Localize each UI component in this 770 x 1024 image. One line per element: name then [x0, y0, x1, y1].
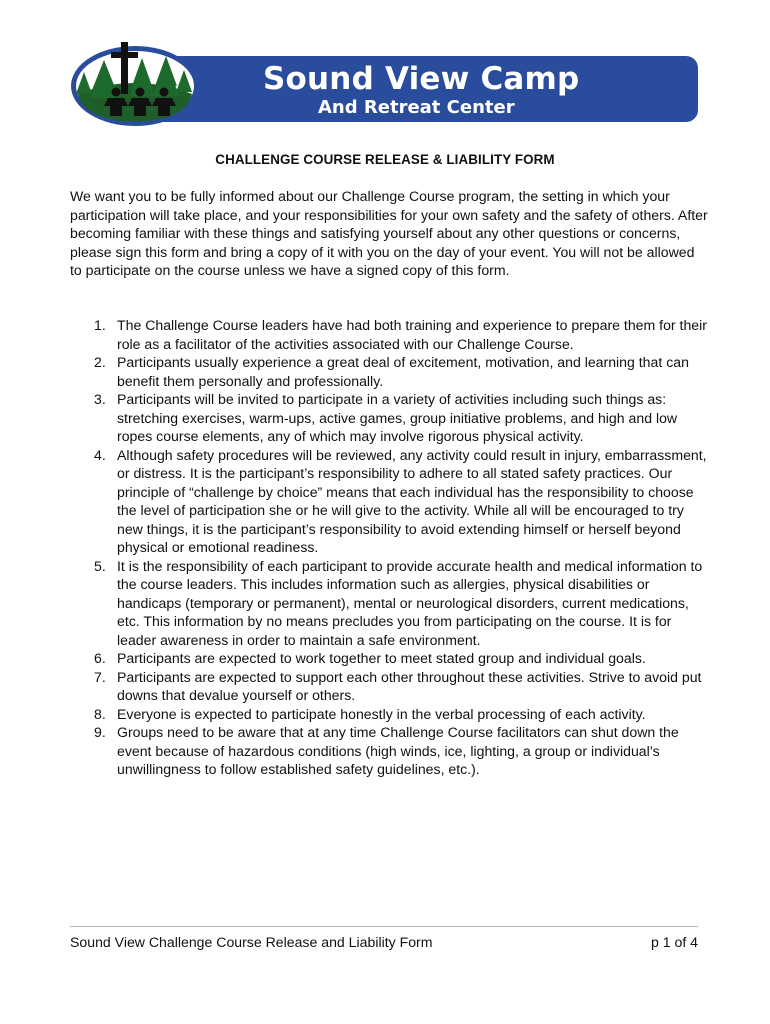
list-item	[70, 446, 710, 557]
list-item	[70, 668, 710, 705]
list-item-text: Participants will be invited to participate in a variety of activities including such things as: stretching exercises, warm-ups, active games, group initiative problems, and high and low ropes course elements, any of which may involve rigorous physical activity.	[117, 391, 678, 444]
list-item-text: Participants are expected to support each other throughout these activities. Strive to avoid put downs that devalue yourself or others.	[117, 668, 702, 703]
list-item-number: 6.	[94, 650, 106, 666]
intro-paragraph: We want you to be fully informed about our Challenge Course program, the setting in which your participation will take place, and your responsibilities for your own safety and the safety of others. After becoming familiar with these things and satisfying yourself about any other questions or concerns, please sign this form and bring a copy of it with you on the day of your event. You will not be allowed to participate on the course unless we have a signed copy of this form.	[70, 188, 708, 279]
list-item-number: 2.	[94, 354, 106, 370]
form-title: CHALLENGE COURSE RELEASE & LIABILITY FORM	[215, 152, 555, 167]
list-item-number: 3.	[94, 391, 106, 407]
list-item	[70, 390, 710, 446]
footer-title: Sound View Challenge Course Release and Liability Form	[70, 934, 433, 950]
list-item-number: 1.	[94, 317, 106, 333]
list-item-text: Although safety procedures will be reviewed, any activity could result in injury, embarrassment, or distress. It is the participant’s responsibility to adhere to all stated safety practices. Our principle of “challenge by choice” means that each individual has the responsibility to choose the level of participation she or he will give to the activity. While all will be encouraged to try new things, it is the participant’s responsibility to avoid extending himself or herself beyond physical or emotional readiness.	[117, 446, 707, 555]
cross-trees-people-emblem-icon	[68, 36, 202, 128]
brand-title: Sound View Camp	[263, 61, 580, 97]
list-item-number: 4.	[94, 446, 106, 463]
list-item-text: Participants are expected to work together to meet stated group and individual goals.	[117, 650, 646, 666]
rules-list	[70, 316, 710, 779]
list-item	[70, 353, 710, 390]
list-item	[70, 649, 710, 668]
list-item-number: 8.	[94, 705, 106, 722]
list-item-text: Participants usually experience a great deal of excitement, motivation, and learning that can benefit them personally and professionally.	[117, 354, 689, 389]
list-item-text: Everyone is expected to participate honestly in the verbal processing of each activity.	[117, 705, 646, 722]
list-item-text: Groups need to be aware that at any time Challenge Course facilitators can shut down the event because of hazardous conditions (high winds, ice, lighting, a group or individual’s unwillingness to follow established safety guidelines, etc.).	[117, 724, 679, 777]
list-item	[70, 557, 710, 650]
header-logo	[68, 36, 700, 128]
list-item-number: 7.	[94, 668, 106, 685]
page-number: p 1 of 4	[650, 934, 698, 950]
list-item	[70, 316, 710, 353]
brand-subtitle: And Retreat Center	[318, 97, 515, 118]
footer-divider	[70, 926, 698, 927]
list-item-number: 5.	[94, 557, 106, 574]
list-item-number: 9.	[94, 724, 106, 740]
list-item	[70, 723, 710, 779]
list-item	[70, 705, 710, 724]
list-item-text: It is the responsibility of each participant to provide accurate health and medical information to the course leaders. This includes information such as allergies, physical disabilities or handicaps (temporary or permanent), mental or neurological disorders, current medications, etc. This information by no means precludes you from participating on the course. It is for leader awareness in order to maintain a safe environment.	[117, 557, 703, 648]
list-item-text: The Challenge Course leaders have had both training and experience to prepare them for their role as a facilitator of the activities associated with our Challenge Course.	[117, 317, 707, 352]
